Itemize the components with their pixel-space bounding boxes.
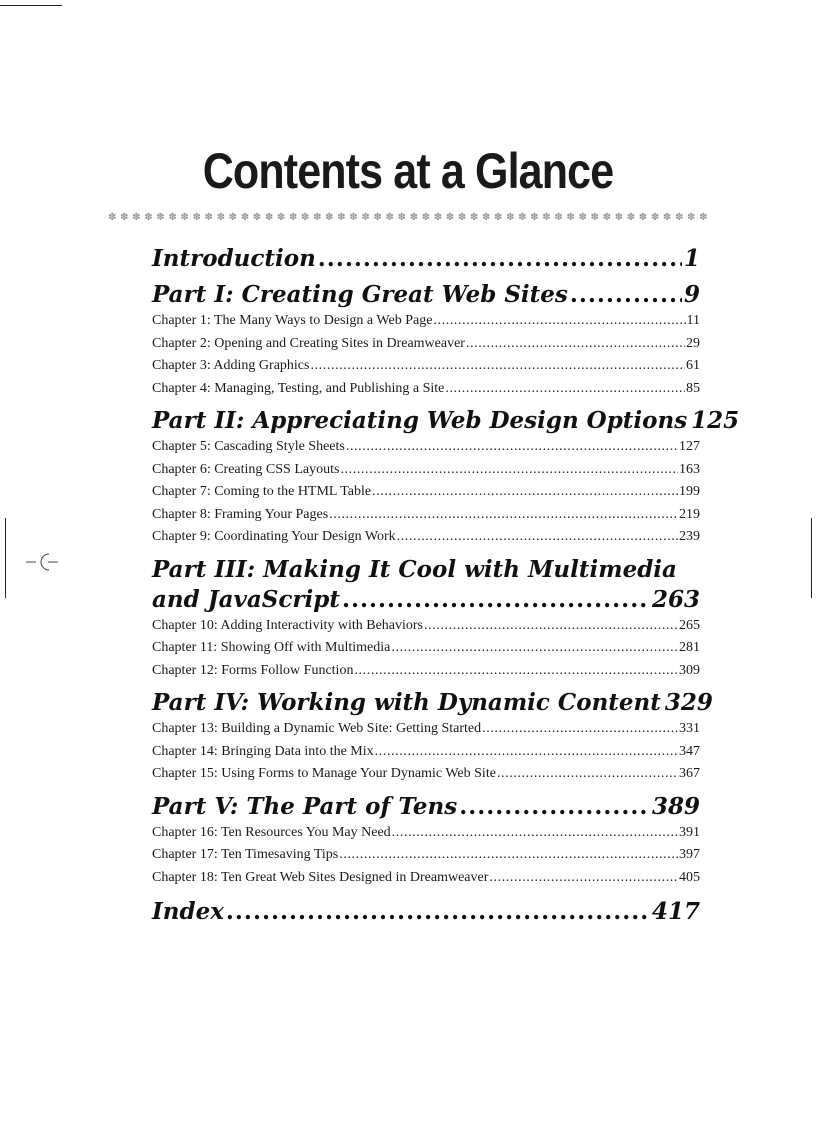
dot-leader bbox=[375, 741, 678, 764]
dot-leader bbox=[391, 637, 678, 660]
star-icon: ✽ bbox=[445, 212, 455, 223]
star-icon: ✽ bbox=[264, 212, 274, 223]
entry-page-number: 367 bbox=[679, 766, 700, 781]
entry-label: Introduction bbox=[152, 245, 316, 272]
entry-page-number: 405 bbox=[679, 869, 700, 885]
star-icon: ✽ bbox=[469, 212, 479, 223]
dot-leader bbox=[310, 355, 685, 378]
toc-chapter-entry[interactable] bbox=[152, 822, 700, 845]
entry-page-number: 391 bbox=[679, 824, 700, 840]
star-icon: ✽ bbox=[554, 212, 563, 223]
star-icon: ✽ bbox=[602, 212, 611, 223]
toc-entry-introduction[interactable] bbox=[152, 244, 700, 274]
entry-label: Chapter 5: Cascading Style Sheets bbox=[152, 439, 345, 454]
star-icon: ✽ bbox=[313, 212, 322, 223]
star-icon: ✽ bbox=[481, 212, 491, 223]
entry-label: Chapter 8: Framing Your Pages bbox=[152, 506, 329, 522]
entry-label: Chapter 18: Ten Great Web Sites Designed in Dreamweaver bbox=[152, 869, 489, 885]
toc-part-heading[interactable] bbox=[152, 688, 713, 718]
toc-part-heading[interactable] bbox=[152, 406, 740, 436]
toc-part-3 bbox=[152, 555, 700, 683]
entry-label: Chapter 15: Using Forms to Manage Your Dynamic Web Site bbox=[152, 766, 496, 781]
dot-leader bbox=[466, 333, 685, 356]
star-icon: ✽ bbox=[662, 212, 672, 223]
dot-leader bbox=[489, 867, 678, 890]
toc-part-5 bbox=[152, 792, 700, 890]
star-icon: ✽ bbox=[349, 212, 358, 223]
star-icon: ✽ bbox=[650, 212, 660, 223]
dot-leader bbox=[226, 897, 650, 927]
dot-leader bbox=[372, 481, 678, 504]
dot-leader bbox=[346, 436, 678, 459]
star-icon: ✽ bbox=[228, 212, 238, 223]
toc-part-heading[interactable] bbox=[152, 280, 700, 310]
toc-chapter-entry[interactable] bbox=[152, 459, 700, 482]
entry-label: Chapter 9: Coordinating Your Design Work bbox=[152, 529, 396, 544]
entry-page-number: 9 bbox=[683, 281, 700, 308]
star-icon: ✽ bbox=[276, 212, 286, 223]
entry-page-number: 281 bbox=[679, 640, 700, 655]
toc-part-4 bbox=[152, 688, 713, 786]
star-icon: ✽ bbox=[325, 212, 334, 223]
entry-label: Part I: Creating Great Web Sites bbox=[152, 281, 568, 308]
registration-mark-icon bbox=[22, 546, 62, 576]
dot-leader bbox=[339, 844, 678, 867]
page-title: Contents at a Glance bbox=[202, 143, 614, 199]
star-icon: ✽ bbox=[578, 212, 587, 223]
crop-mark-top-left bbox=[0, 5, 62, 6]
entry-label: Chapter 6: Creating CSS Layouts bbox=[152, 461, 340, 477]
entry-page-number: 219 bbox=[679, 506, 700, 522]
dot-leader bbox=[354, 660, 678, 683]
entry-label: Chapter 13: Building a Dynamic Web Site: Getting Started bbox=[152, 721, 482, 736]
star-icon: ✽ bbox=[108, 212, 117, 223]
star-icon: ✽ bbox=[506, 212, 515, 223]
decorative-divider bbox=[108, 211, 708, 225]
toc-chapter-entry[interactable] bbox=[152, 481, 700, 504]
dot-leader bbox=[424, 615, 678, 638]
entry-page-number: 61 bbox=[686, 358, 700, 373]
dot-leader bbox=[340, 459, 678, 482]
dot-leader bbox=[570, 280, 682, 310]
star-icon: ✽ bbox=[337, 212, 346, 223]
star-icon: ✽ bbox=[385, 212, 394, 223]
entry-page-number: 1 bbox=[683, 245, 700, 272]
entry-page-number: 29 bbox=[686, 335, 700, 351]
dot-leader bbox=[397, 526, 678, 549]
entry-page-number: 397 bbox=[679, 847, 700, 862]
star-icon: ✽ bbox=[301, 212, 310, 223]
toc-chapter-entry[interactable] bbox=[152, 615, 700, 638]
star-icon: ✽ bbox=[252, 212, 262, 223]
entry-label: Chapter 3: Adding Graphics bbox=[152, 358, 310, 373]
entry-label: Chapter 2: Opening and Creating Sites in Dreamweaver bbox=[152, 335, 465, 351]
entry-label: Part IV: Working with Dynamic Content bbox=[152, 689, 661, 716]
toc-part-heading[interactable] bbox=[152, 555, 700, 615]
star-icon: ✽ bbox=[638, 212, 648, 223]
entry-label: Chapter 12: Forms Follow Function bbox=[152, 662, 354, 678]
entry-label-line-1: Part III: Making It Cool with Multimedia bbox=[152, 555, 677, 583]
star-icon: ✽ bbox=[421, 212, 431, 223]
dot-leader bbox=[318, 244, 682, 274]
entry-page-number: 199 bbox=[679, 484, 700, 499]
entry-page-number: 85 bbox=[686, 380, 700, 396]
entry-label: Index bbox=[152, 898, 224, 925]
toc-chapter-entry[interactable] bbox=[152, 310, 700, 333]
star-icon: ✽ bbox=[132, 212, 141, 223]
star-icon: ✽ bbox=[687, 212, 696, 223]
star-icon: ✽ bbox=[397, 212, 406, 223]
entry-page-number: 125 bbox=[691, 407, 740, 434]
star-icon: ✽ bbox=[120, 212, 129, 223]
star-icon: ✽ bbox=[204, 212, 213, 223]
dot-leader bbox=[392, 822, 678, 845]
star-icon: ✽ bbox=[494, 212, 503, 223]
dot-leader bbox=[342, 585, 650, 615]
star-icon: ✽ bbox=[288, 212, 298, 223]
dot-leader bbox=[459, 792, 650, 822]
toc-chapter-entry[interactable] bbox=[152, 660, 700, 683]
table-of-contents bbox=[152, 244, 740, 927]
star-icon: ✽ bbox=[590, 212, 599, 223]
toc-entry-index[interactable] bbox=[152, 897, 700, 927]
dot-leader bbox=[497, 763, 678, 786]
star-icon: ✽ bbox=[699, 212, 708, 223]
dot-leader bbox=[482, 718, 678, 741]
star-icon: ✽ bbox=[168, 212, 177, 223]
toc-chapter-entry[interactable] bbox=[152, 741, 700, 764]
entry-label: Chapter 1: The Many Ways to Design a Web Page bbox=[152, 313, 433, 328]
entry-page-number: 263 bbox=[651, 585, 700, 613]
star-icon: ✽ bbox=[542, 212, 551, 223]
toc-chapter-entry[interactable] bbox=[152, 504, 700, 527]
star-icon: ✽ bbox=[240, 212, 250, 223]
star-icon: ✽ bbox=[180, 212, 189, 223]
toc-chapter-entry[interactable] bbox=[152, 844, 700, 867]
toc-chapter-entry[interactable] bbox=[152, 333, 700, 356]
entry-page-number: 265 bbox=[679, 617, 700, 633]
star-icon: ✽ bbox=[518, 212, 527, 223]
star-icon: ✽ bbox=[566, 212, 575, 223]
entry-label: Part V: The Part of Tens bbox=[152, 792, 458, 820]
crop-mark-left bbox=[5, 518, 6, 598]
star-icon: ✽ bbox=[216, 212, 225, 223]
star-icon: ✽ bbox=[457, 212, 467, 223]
toc-chapter-entry[interactable] bbox=[152, 763, 700, 786]
toc-part-heading[interactable] bbox=[152, 792, 700, 822]
toc-chapter-entry[interactable] bbox=[152, 526, 700, 549]
dot-leader bbox=[433, 310, 685, 333]
entry-label: Chapter 10: Adding Interactivity with Behaviors bbox=[152, 617, 424, 633]
entry-page-number: 417 bbox=[651, 898, 700, 925]
toc-chapter-entry[interactable] bbox=[152, 355, 700, 378]
entry-label: Chapter 11: Showing Off with Multimedia bbox=[152, 640, 391, 655]
entry-page-number: 163 bbox=[679, 461, 700, 477]
entry-label-line-2: and JavaScript bbox=[152, 585, 340, 613]
entry-label: Chapter 7: Coming to the HTML Table bbox=[152, 484, 372, 499]
star-icon: ✽ bbox=[433, 212, 443, 223]
entry-page-number: 127 bbox=[679, 439, 700, 454]
star-icon: ✽ bbox=[192, 212, 201, 223]
star-icon: ✽ bbox=[614, 212, 624, 223]
star-icon: ✽ bbox=[530, 212, 539, 223]
star-icon: ✽ bbox=[409, 212, 418, 223]
star-icon: ✽ bbox=[156, 212, 165, 223]
entry-page-number: 329 bbox=[664, 689, 713, 716]
star-icon: ✽ bbox=[626, 212, 636, 223]
crop-mark-right bbox=[811, 518, 812, 598]
toc-chapter-entry[interactable] bbox=[152, 637, 700, 660]
dot-leader bbox=[329, 504, 678, 527]
entry-label: Part II: Appreciating Web Design Options bbox=[152, 407, 688, 434]
entry-label-line-2-row bbox=[152, 585, 700, 615]
entry-page-number: 347 bbox=[679, 743, 700, 759]
entry-page-number: 309 bbox=[679, 662, 700, 678]
star-icon: ✽ bbox=[144, 212, 153, 223]
toc-part-2 bbox=[152, 406, 740, 549]
entry-label: Chapter 4: Managing, Testing, and Publishing a Site bbox=[152, 380, 445, 396]
entry-page-number: 239 bbox=[679, 529, 700, 544]
entry-page-number: 389 bbox=[651, 792, 700, 820]
entry-label: Chapter 17: Ten Timesaving Tips bbox=[152, 847, 339, 862]
entry-label: Chapter 14: Bringing Data into the Mix bbox=[152, 743, 374, 759]
entry-page-number: 331 bbox=[679, 721, 700, 736]
entry-page-number: 11 bbox=[686, 313, 700, 328]
toc-chapter-entry[interactable] bbox=[152, 436, 700, 459]
star-icon: ✽ bbox=[361, 212, 370, 223]
star-icon: ✽ bbox=[674, 212, 684, 223]
toc-chapter-entry[interactable] bbox=[152, 718, 700, 741]
dot-leader bbox=[445, 378, 685, 401]
toc-chapter-entry[interactable] bbox=[152, 378, 700, 401]
toc-part-1 bbox=[152, 280, 700, 400]
star-icon: ✽ bbox=[373, 212, 382, 223]
toc-chapter-entry[interactable] bbox=[152, 867, 700, 890]
entry-label: Chapter 16: Ten Resources You May Need bbox=[152, 824, 391, 840]
